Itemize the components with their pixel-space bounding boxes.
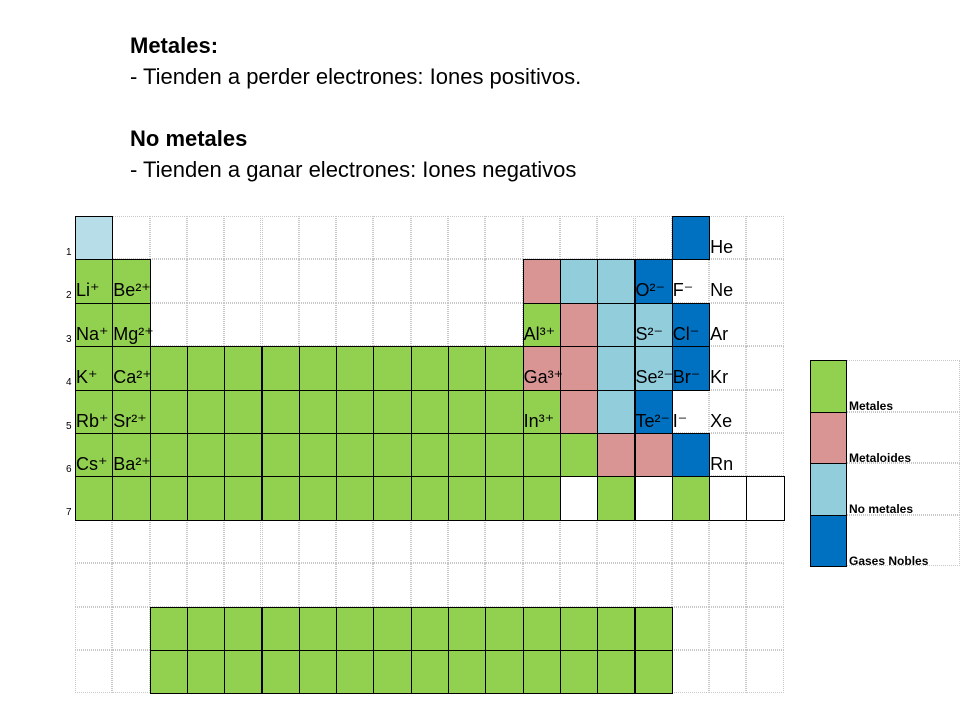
element-cell-nonmetal — [597, 259, 635, 303]
grid-cell — [75, 520, 112, 563]
row-number: 2 — [66, 290, 72, 302]
element-cell-metal — [187, 607, 225, 651]
grid-cell — [448, 303, 485, 346]
grid-cell — [187, 216, 224, 259]
grid-cell — [75, 650, 112, 693]
grid-cell — [299, 259, 336, 302]
grid-cell — [597, 216, 634, 259]
grid-cell — [448, 520, 485, 563]
element-cell-metal — [373, 476, 411, 520]
grid-cell — [485, 216, 522, 259]
grid-cell — [224, 563, 261, 606]
grid-cell — [299, 303, 336, 346]
grid-cell — [485, 259, 522, 302]
element-cell-metal — [597, 607, 635, 651]
element-cell-nonmetal — [597, 303, 635, 347]
row-number: 6 — [66, 464, 72, 475]
element-cell-empty — [635, 476, 673, 520]
grid-cell — [299, 563, 336, 606]
element-cell-metal — [150, 476, 188, 520]
element-cell-metal — [373, 607, 411, 651]
element-cell-metal — [373, 433, 411, 477]
grid-cell — [485, 303, 522, 346]
grid-cell — [411, 216, 448, 259]
element-cell-metal — [448, 607, 486, 651]
grid-cell — [112, 607, 149, 650]
grid-cell — [112, 520, 149, 563]
element-cell-noble — [672, 216, 710, 260]
ion-label: I⁻ — [672, 410, 688, 431]
element-cell-metal — [224, 390, 262, 434]
element-cell-nonmetal — [597, 390, 635, 434]
grid-cell — [150, 520, 187, 563]
element-cell-metal — [299, 650, 337, 694]
grid-cell — [373, 303, 410, 346]
row-number: 1 — [66, 247, 72, 258]
element-cell-metal — [150, 433, 188, 477]
metals-title: Metales: — [130, 33, 219, 58]
element-cell-metal — [150, 346, 188, 390]
grid-cell — [262, 520, 299, 563]
ion-label: Br⁻ — [672, 367, 701, 388]
element-cell-metal — [597, 650, 635, 694]
element-cell-metal — [299, 433, 337, 477]
grid-cell — [150, 259, 187, 302]
legend-swatch-noble — [810, 515, 847, 568]
row-number: 7 — [66, 507, 72, 519]
ion-label: Li⁺ — [76, 280, 100, 301]
grid-cell — [187, 303, 224, 346]
element-cell-metal — [523, 433, 561, 477]
element-cell-metal — [150, 650, 188, 694]
grid-cell — [373, 259, 410, 302]
element-cell-metal — [262, 650, 300, 694]
grid-cell — [523, 563, 560, 606]
grid-cell — [485, 563, 522, 606]
grid-cell — [448, 216, 485, 259]
ion-label: Rn — [710, 454, 734, 474]
ion-label: Sr²⁺ — [113, 410, 147, 431]
element-cell-metal — [485, 346, 523, 390]
element-cell-metal — [560, 433, 598, 477]
element-cell-metal — [672, 476, 710, 520]
grid-cell — [75, 563, 112, 606]
element-cell-metal — [299, 476, 337, 520]
ion-label: S²⁻ — [635, 323, 664, 344]
grid-cell — [336, 216, 373, 259]
ion-label: Be²⁺ — [113, 280, 151, 301]
element-cell-metal — [262, 346, 300, 390]
grid-cell — [709, 563, 746, 606]
metals-description: - Tienden a perder electrones: Iones positivos. — [130, 64, 582, 89]
element-cell-metal — [448, 346, 486, 390]
element-cell-metal — [224, 433, 262, 477]
element-cell-metal — [485, 476, 523, 520]
element-cell-metal — [448, 433, 486, 477]
element-cell-metalloid — [635, 433, 673, 477]
grid-cell — [597, 563, 634, 606]
legend-label: No metales — [849, 502, 914, 516]
element-cell-empty — [560, 476, 598, 520]
nonmetals-title: No metales — [130, 126, 248, 151]
element-cell-metal — [411, 650, 449, 694]
element-cell-metal — [262, 607, 300, 651]
element-cell-metal — [336, 476, 374, 520]
grid-cell — [411, 520, 448, 563]
grid-cell — [262, 303, 299, 346]
legend-swatch-metal — [810, 360, 847, 413]
element-cell-metal — [336, 607, 374, 651]
grid-cell — [373, 216, 410, 259]
grid-cell — [597, 520, 634, 563]
grid-cell — [746, 520, 783, 563]
grid-cell — [485, 520, 522, 563]
grid-cell — [112, 563, 149, 606]
grid-cell — [560, 563, 597, 606]
element-cell-hydrogen — [75, 216, 113, 260]
element-cell-metal — [485, 607, 523, 651]
grid-cell — [262, 216, 299, 259]
element-cell-metal — [336, 390, 374, 434]
grid-cell — [672, 520, 709, 563]
element-cell-metal — [299, 390, 337, 434]
grid-cell — [709, 520, 746, 563]
element-cell-metalloid — [560, 303, 598, 347]
grid-cell — [411, 259, 448, 302]
element-cell-metal — [187, 476, 225, 520]
element-cell-metal — [448, 476, 486, 520]
grid-cell — [373, 520, 410, 563]
element-cell-metal — [373, 650, 411, 694]
grid-cell — [746, 607, 783, 650]
grid-cell — [373, 563, 410, 606]
element-cell-metal — [187, 650, 225, 694]
element-cell-metal — [411, 390, 449, 434]
element-cell-noble — [672, 433, 710, 477]
ion-label: Mg²⁺ — [113, 323, 154, 344]
grid-cell — [746, 650, 783, 693]
element-cell-metal — [523, 476, 561, 520]
element-cell-metal — [224, 476, 262, 520]
ion-label: Na⁺ — [76, 323, 109, 344]
nonmetals-description: - Tienden a ganar electrones: Iones negativos — [130, 157, 577, 182]
row-number: 3 — [66, 333, 72, 345]
element-cell-metal — [187, 346, 225, 390]
element-cell-metal — [448, 650, 486, 694]
ion-label: Ne — [710, 280, 734, 301]
element-cell-metal — [411, 346, 449, 390]
grid-cell — [224, 259, 261, 302]
element-cell-metal — [597, 476, 635, 520]
grid-cell — [150, 303, 187, 346]
ion-label: Xe — [710, 410, 733, 431]
grid-cell — [672, 650, 709, 693]
element-cell-metal — [635, 650, 673, 694]
grid-cell — [187, 520, 224, 563]
element-cell-metal — [523, 607, 561, 651]
element-cell-metal — [224, 346, 262, 390]
grid-cell — [635, 563, 672, 606]
ion-label: Ar — [710, 323, 729, 344]
grid-cell — [336, 303, 373, 346]
grid-cell — [672, 563, 709, 606]
element-cell-metal — [560, 650, 598, 694]
element-cell-metal — [485, 433, 523, 477]
element-cell-metal — [262, 433, 300, 477]
grid-cell — [746, 216, 783, 259]
grid-cell — [299, 520, 336, 563]
ion-label: Ga³⁺ — [523, 367, 564, 388]
element-cell-metal — [336, 650, 374, 694]
element-cell-metal — [373, 346, 411, 390]
grid-cell — [224, 520, 261, 563]
ion-label: Cl⁻ — [672, 323, 700, 344]
element-cell-metal — [411, 433, 449, 477]
grid-cell — [746, 259, 783, 302]
grid-cell — [746, 390, 783, 433]
grid-cell — [187, 259, 224, 302]
grid-cell — [560, 520, 597, 563]
legend-swatch-metalloid — [810, 412, 847, 465]
element-cell-metal — [150, 390, 188, 434]
element-cell-metal — [187, 390, 225, 434]
element-cell-metal — [262, 476, 300, 520]
ion-label: In³⁺ — [523, 410, 555, 431]
ion-label: Ba²⁺ — [113, 454, 151, 474]
grid-cell — [448, 259, 485, 302]
grid-cell — [746, 346, 783, 389]
grid-cell — [709, 607, 746, 650]
grid-cell — [672, 607, 709, 650]
element-cell-metal — [448, 390, 486, 434]
ion-label: Se²⁻ — [635, 367, 674, 388]
element-cell-metal — [635, 607, 673, 651]
row-number: 5 — [66, 420, 72, 432]
ion-label: F⁻ — [672, 280, 694, 301]
element-cell-metal — [523, 650, 561, 694]
grid-cell — [635, 520, 672, 563]
element-cell-metalloid — [597, 433, 635, 477]
element-cell-metal — [187, 433, 225, 477]
grid-cell — [336, 563, 373, 606]
ion-label: Ca²⁺ — [113, 367, 152, 388]
ion-label: Cs⁺ — [76, 454, 108, 474]
grid-cell — [299, 216, 336, 259]
grid-cell — [411, 303, 448, 346]
grid-cell — [635, 216, 672, 259]
legend-label: Metales — [849, 399, 894, 413]
element-cell-metal — [485, 390, 523, 434]
element-cell-nonmetal — [597, 346, 635, 390]
grid-cell — [187, 563, 224, 606]
grid-cell — [336, 259, 373, 302]
element-cell-metal — [224, 650, 262, 694]
element-cell-metalloid — [560, 346, 598, 390]
ion-label: Rb⁺ — [76, 410, 109, 431]
legend-label: Metaloides — [849, 450, 912, 465]
grid-cell — [112, 650, 149, 693]
ion-label: Al³⁺ — [523, 323, 556, 344]
grid-cell — [262, 259, 299, 302]
element-cell-metal — [299, 346, 337, 390]
element-cell-metal — [336, 433, 374, 477]
grid-cell — [112, 216, 149, 259]
grid-cell — [746, 563, 783, 606]
grid-cell — [75, 607, 112, 650]
ion-label: He — [710, 237, 734, 257]
element-cell-metal — [560, 607, 598, 651]
element-cell-metal — [75, 476, 113, 520]
grid-cell — [224, 216, 261, 259]
element-cell-metal — [336, 346, 374, 390]
grid-cell — [523, 520, 560, 563]
element-cell-metalloid — [560, 390, 598, 434]
element-cell-metal — [373, 390, 411, 434]
element-cell-metal — [112, 476, 150, 520]
ion-label: Kr — [710, 367, 729, 388]
legend-label: Gases Nobles — [849, 553, 929, 568]
legend-swatch-nonmetal — [810, 463, 847, 516]
element-cell-metal — [485, 650, 523, 694]
element-cell-empty — [746, 476, 784, 520]
element-cell-metal — [299, 607, 337, 651]
grid-cell — [746, 303, 783, 346]
element-cell-metalloid — [523, 259, 561, 303]
ion-label: K⁺ — [76, 367, 98, 388]
grid-cell — [150, 216, 187, 259]
grid-cell — [560, 216, 597, 259]
element-cell-metal — [224, 607, 262, 651]
grid-cell — [150, 563, 187, 606]
element-cell-metal — [150, 607, 188, 651]
grid-cell — [746, 433, 783, 476]
grid-cell — [224, 303, 261, 346]
element-cell-empty — [709, 476, 747, 520]
grid-cell — [262, 563, 299, 606]
grid-cell — [336, 520, 373, 563]
grid-cell — [523, 216, 560, 259]
ion-label: O²⁻ — [635, 280, 665, 301]
element-cell-metal — [411, 476, 449, 520]
grid-cell — [411, 563, 448, 606]
element-cell-nonmetal — [560, 259, 598, 303]
element-cell-metal — [262, 390, 300, 434]
grid-cell — [709, 650, 746, 693]
ion-label: Te²⁻ — [635, 410, 671, 431]
grid-cell — [448, 563, 485, 606]
element-cell-metal — [411, 607, 449, 651]
row-number: 4 — [66, 377, 72, 389]
